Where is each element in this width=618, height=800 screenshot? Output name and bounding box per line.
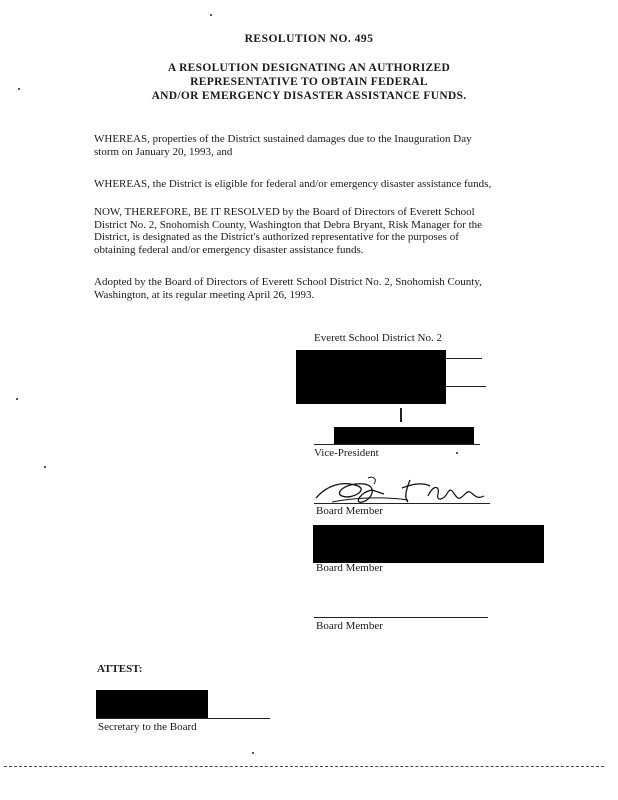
paragraph-line: storm on January 20, 1993, and (94, 145, 233, 158)
paragraph-line: Adopted by the Board of Directors of Everett School District No. 2, Snohomish County, (94, 276, 482, 288)
scan-mark (400, 408, 402, 422)
signature-line (314, 617, 488, 618)
attest-label: ATTEST: (97, 663, 143, 675)
scan-speck (44, 466, 46, 468)
paragraph-line: obtaining federal and/or emergency disaster assistance funds. (94, 243, 364, 256)
paragraph-line: District, is designated as the District's authorized representative for the purposes of (94, 231, 459, 243)
scan-speck (456, 452, 458, 454)
secretary-label: Secretary to the Board (98, 721, 197, 733)
scan-speck (18, 88, 20, 90)
redacted-signature (296, 350, 446, 404)
adopted-paragraph (94, 276, 534, 301)
scan-speck (210, 14, 212, 16)
board-member-label: Board Member (316, 620, 383, 632)
signature-line (96, 718, 270, 719)
subtitle-line: AND/OR EMERGENCY DISASTER ASSISTANCE FUNDS. (151, 90, 467, 102)
signature-line (314, 444, 480, 445)
whereas-paragraph-2 (94, 178, 534, 191)
scan-speck (252, 752, 254, 754)
page-bottom-edge (4, 766, 604, 767)
signature-line (446, 386, 486, 387)
subtitle-line: REPRESENTATIVE TO OBTAIN FEDERAL (190, 76, 428, 88)
paragraph-line: WHEREAS, properties of the District sustained damages due to the Inauguration Day (94, 133, 472, 145)
paragraph-line: District No. 2, Snohomish County, Washington that Debra Bryant, Risk Manager for the (94, 218, 483, 231)
signature-line (446, 358, 482, 359)
board-member-label: Board Member (316, 505, 383, 517)
redacted-signature (313, 525, 544, 563)
subtitle-line: A RESOLUTION DESIGNATING AN AUTHORIZED (167, 62, 451, 74)
redacted-signature (96, 690, 208, 718)
paragraph-line: Washington, at its regular meeting April 26, 1993. (94, 288, 315, 301)
scan-speck (16, 398, 18, 400)
board-member-label: Board Member (316, 562, 383, 574)
signature-line (314, 503, 490, 504)
paragraph-line: WHEREAS, the District is eligible for federal and/or emergency disaster assistance funds, (94, 178, 492, 190)
organization-name: Everett School District No. 2 (314, 332, 443, 344)
vice-president-label: Vice-President (314, 447, 379, 459)
paragraph-line: NOW, THEREFORE, BE IT RESOLVED by the Board of Directors of Everett School (94, 206, 475, 218)
redacted-signature (334, 427, 474, 444)
resolved-paragraph (94, 206, 534, 256)
resolution-subtitle (0, 61, 618, 103)
whereas-paragraph-1 (94, 133, 534, 158)
resolution-title: RESOLUTION NO. 495 (244, 33, 374, 45)
